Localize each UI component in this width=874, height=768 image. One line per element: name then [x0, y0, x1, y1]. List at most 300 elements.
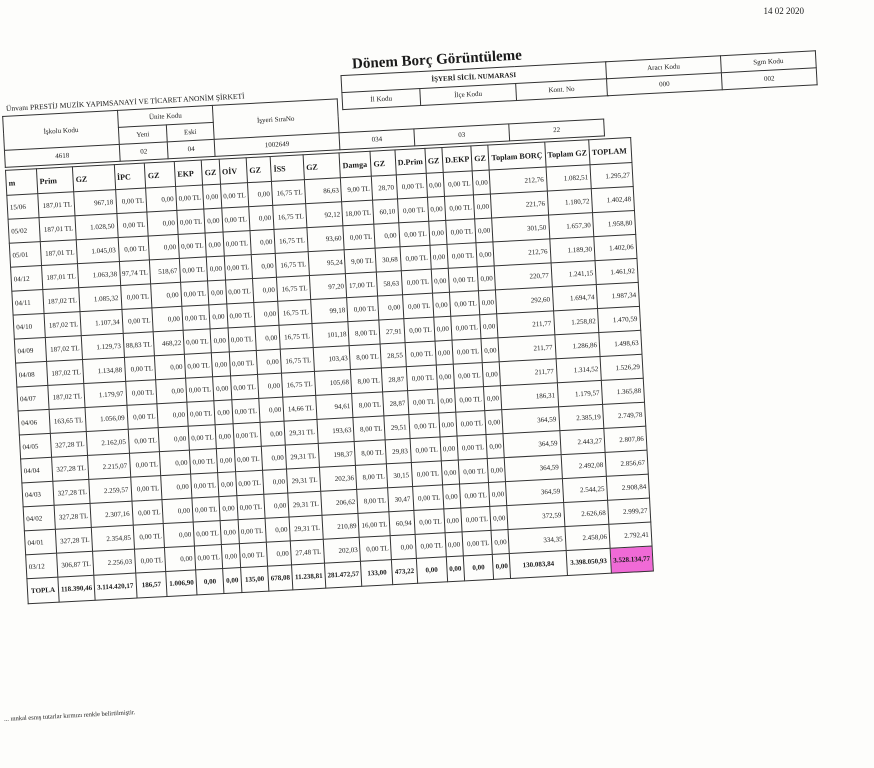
- total-cell: 473,22: [392, 558, 418, 584]
- period-cell: 04/05: [19, 433, 51, 459]
- table-cell: 202,03: [323, 537, 361, 563]
- table-cell: 0,00 TL: [187, 401, 216, 426]
- table-cell: 0,00: [159, 426, 190, 452]
- print-date: 14 02 2020: [763, 6, 804, 16]
- debt-table: [5, 137, 654, 604]
- total-cell: 0,00: [492, 553, 511, 579]
- total-cell: 11.238,81: [292, 563, 326, 590]
- table-cell: 0,00 TL: [458, 459, 488, 484]
- table-cell: 28,70: [372, 175, 397, 200]
- table-cell: 0,00: [209, 304, 227, 329]
- table-cell: 0,00: [204, 208, 222, 233]
- table-cell: 1.526,29: [600, 354, 643, 380]
- period-cell: 04/08: [16, 361, 48, 387]
- table-cell: 18,00 TL: [342, 200, 374, 226]
- table-cell: 193,63: [317, 417, 355, 443]
- table-cell: 0,00 TL: [116, 212, 148, 238]
- table-cell: 16,75 TL: [272, 180, 306, 206]
- table-cell: 0,00 TL: [128, 428, 160, 454]
- table-cell: 1.958,80: [593, 210, 636, 236]
- column-header: D.Prim: [395, 148, 426, 175]
- table-cell: 0,00: [476, 242, 494, 267]
- table-cell: 0,00 TL: [452, 339, 482, 364]
- totals-label: TOPLA: [27, 577, 59, 604]
- table-cell: 1.129,73: [81, 333, 124, 359]
- table-cell: 0,00: [489, 482, 507, 507]
- table-cell: 27,91: [379, 319, 404, 344]
- table-cell: 0,00 TL: [238, 518, 267, 543]
- table-cell: 211,77: [498, 335, 555, 362]
- table-cell: 0,00: [391, 534, 416, 559]
- table-cell: 58,63: [377, 271, 402, 296]
- table-cell: 16,75 TL: [281, 347, 315, 373]
- total-cell: 186,57: [135, 571, 167, 598]
- table-cell: 0,00 TL: [230, 374, 259, 399]
- table-cell: 212,76: [493, 239, 550, 266]
- table-cell: 0,00 TL: [223, 231, 252, 256]
- footer-note: ... ınnkal esnış tutarlar kırmızı renkle belirtilmiştir.: [3, 709, 136, 723]
- table-cell: 0,00: [218, 472, 236, 497]
- table-cell: 8,00 TL: [350, 344, 382, 370]
- page-title: Dönem Borç Görüntüleme: [351, 47, 523, 73]
- table-cell: 0,00: [439, 412, 457, 437]
- table-cell: 2.458,06: [564, 524, 610, 550]
- table-cell: 1.470,59: [598, 306, 641, 332]
- table-cell: 2.215,07: [88, 453, 131, 479]
- table-cell: 30,47: [388, 486, 413, 511]
- table-cell: 2.385,19: [558, 404, 604, 430]
- table-cell: 187,02 TL: [47, 360, 84, 386]
- table-body: [7, 163, 652, 579]
- table-cell: 0,00: [157, 402, 188, 428]
- table-cell: 0,00 TL: [184, 353, 213, 378]
- table-cell: 2.492,08: [561, 452, 607, 478]
- table-cell: 8,00 TL: [351, 368, 383, 394]
- table-cell: 0,00: [487, 458, 505, 483]
- table-cell: 16,75 TL: [278, 300, 312, 326]
- period-cell: 04/01: [24, 529, 56, 555]
- registry-unite-eski-label: Eski: [166, 122, 214, 141]
- table-cell: 1.402,48: [591, 187, 634, 213]
- table-cell: 0,00 TL: [124, 356, 156, 382]
- table-cell: 0,00 TL: [402, 293, 433, 319]
- table-cell: 1.657,30: [548, 213, 594, 239]
- table-cell: 0,00 TL: [407, 389, 438, 415]
- total-cell: 3.398.050,93: [566, 548, 612, 575]
- table-cell: 0,00: [427, 196, 445, 221]
- table-cell: 0,00: [207, 256, 225, 281]
- table-cell: 0,00: [203, 184, 221, 209]
- table-cell: 0,00: [155, 354, 186, 380]
- table-cell: 16,75 TL: [279, 324, 313, 350]
- table-cell: 0,00: [444, 508, 462, 533]
- table-cell: 14,66 TL: [283, 395, 317, 421]
- table-cell: 0,00 TL: [229, 350, 258, 375]
- table-cell: 29,31 TL: [287, 467, 321, 493]
- column-header: GZ: [425, 147, 444, 173]
- total-cell: 118.390,46: [58, 575, 95, 602]
- table-cell: 0,00: [482, 362, 500, 387]
- column-header: Prim: [36, 167, 73, 194]
- table-cell: 1.286,86: [554, 333, 600, 359]
- registry-ilce-value: 03: [414, 124, 510, 146]
- table-cell: 8,00 TL: [348, 320, 380, 346]
- table-cell: 0,00: [214, 400, 232, 425]
- total-cell: 0,00: [223, 568, 242, 594]
- table-cell: 967,18: [74, 190, 117, 216]
- table-cell: 327,28 TL: [55, 527, 92, 553]
- table-cell: 0,00: [251, 253, 276, 278]
- table-cell: 187,01 TL: [40, 240, 77, 266]
- table-cell: 0,00 TL: [228, 326, 257, 351]
- table-cell: 518,67: [150, 258, 181, 284]
- table-cell: 364,59: [502, 407, 559, 434]
- registry-iskolu-value: 4618: [4, 144, 120, 167]
- table-cell: 27,48 TL: [291, 539, 325, 565]
- table-cell: 211,77: [500, 359, 557, 386]
- table-cell: 0,00 TL: [130, 476, 162, 502]
- table-cell: 0,00: [426, 172, 444, 197]
- column-header: GZ: [202, 159, 221, 185]
- table-cell: 1.180,72: [547, 189, 593, 215]
- table-cell: 1.461,92: [595, 258, 638, 284]
- company-name: PRESTİJ MUZİK YAPIMSANAYİ VE TİCARET ANONİM ŞİRKETİ: [29, 91, 245, 112]
- table-cell: 221,76: [491, 191, 548, 218]
- table-cell: 0,00 TL: [451, 315, 481, 340]
- table-cell: 1.063,38: [78, 262, 121, 288]
- column-header: GZ: [471, 145, 490, 171]
- table-cell: 0,00: [152, 306, 183, 332]
- table-cell: 0,00 TL: [178, 233, 207, 258]
- table-cell: 60,94: [389, 510, 414, 535]
- period-cell: 04/03: [22, 481, 54, 507]
- debt-sheet: [0, 28, 874, 604]
- table-cell: 327,28 TL: [52, 455, 89, 481]
- table-cell: 0,00: [213, 376, 231, 401]
- table-cell: 0,00: [264, 493, 289, 518]
- table-cell: 0,00 TL: [415, 533, 446, 559]
- table-cell: 0,00: [265, 517, 290, 542]
- table-cell: 2.544,25: [562, 476, 608, 502]
- table-cell: 0,00: [486, 434, 504, 459]
- total-cell: 0,00: [196, 569, 225, 595]
- table-cell: 0,00: [430, 244, 448, 269]
- table-cell: 0,00: [250, 229, 275, 254]
- table-cell: 0,00: [266, 541, 291, 566]
- table-cell: 0,00 TL: [121, 308, 153, 334]
- table-cell: 1.056,09: [85, 405, 128, 431]
- table-cell: 0,00 TL: [234, 446, 263, 471]
- table-cell: 0,00 TL: [115, 188, 147, 214]
- table-cell: 0,00: [436, 364, 454, 389]
- table-cell: 1.365,88: [601, 378, 644, 404]
- table-cell: 220,77: [495, 263, 552, 290]
- table-cell: 0,00: [484, 386, 502, 411]
- table-cell: 1.241,15: [551, 261, 597, 287]
- table-cell: 0,00 TL: [192, 497, 221, 522]
- table-cell: 0,00 TL: [408, 413, 439, 439]
- table-cell: 28,87: [382, 367, 407, 392]
- table-cell: 0,00 TL: [231, 398, 260, 423]
- registry-unite-label: Ünite Kodu: [118, 105, 214, 127]
- table-cell: 0,00: [160, 450, 191, 476]
- period-cell: 05/01: [9, 242, 41, 268]
- table-cell: 0,00: [164, 522, 195, 548]
- table-cell: 8,00 TL: [355, 440, 387, 466]
- table-cell: 17,00 TL: [346, 272, 378, 298]
- table-cell: 0,00 TL: [224, 255, 253, 280]
- table-cell: 0,00 TL: [360, 536, 392, 562]
- table-cell: 0,00 TL: [182, 305, 211, 330]
- table-cell: 0,00 TL: [398, 221, 429, 247]
- total-cell: 1.006,90: [166, 570, 197, 597]
- table-cell: 327,28 TL: [50, 431, 87, 457]
- table-cell: 0,00: [472, 170, 490, 195]
- table-cell: 1.402,06: [594, 234, 637, 260]
- registry-unite-yeni-value: 02: [119, 142, 168, 161]
- table-cell: 29,51: [384, 415, 409, 440]
- table-cell: 2.999,27: [608, 498, 651, 524]
- table-cell: 1.134,88: [83, 357, 126, 383]
- table-cell: 0,00: [378, 295, 403, 320]
- table-cell: 163,65 TL: [49, 407, 86, 433]
- table-cell: 97,74 TL: [119, 260, 151, 286]
- table-cell: 0,00: [475, 218, 493, 243]
- total-cell: 3.114.420,17: [94, 573, 137, 600]
- table-cell: 0,00 TL: [125, 380, 157, 406]
- column-header: Toplam GZ: [544, 140, 590, 167]
- table-cell: 0,00: [146, 186, 177, 212]
- column-header: GZ: [73, 165, 116, 192]
- table-cell: 0,00 TL: [405, 341, 436, 367]
- table-cell: 0,00: [248, 181, 273, 206]
- table-cell: 0,00 TL: [189, 449, 218, 474]
- table-cell: 0,00 TL: [131, 500, 163, 526]
- table-cell: 0,00: [481, 338, 499, 363]
- table-cell: 0,00: [222, 544, 240, 569]
- table-cell: 1.045,03: [76, 238, 119, 264]
- table-cell: 103,43: [313, 346, 351, 372]
- company-label: Ünvanı: [5, 102, 29, 113]
- table-cell: 0,00 TL: [176, 185, 205, 210]
- grand-total-cell: 3.528.134,77: [610, 546, 653, 573]
- table-cell: 0,00: [259, 397, 284, 422]
- table-cell: 86,63: [304, 178, 342, 204]
- table-cell: 1.694,74: [552, 285, 598, 311]
- period-cell: 04/06: [18, 409, 50, 435]
- table-cell: 16,00 TL: [358, 512, 390, 538]
- table-cell: 0,00 TL: [183, 329, 212, 354]
- table-cell: 364,59: [505, 455, 562, 482]
- table-cell: 0,00: [263, 469, 288, 494]
- table-cell: 0,00: [215, 424, 233, 449]
- table-cell: 0,00 TL: [225, 279, 254, 304]
- total-cell: 0,00: [446, 556, 465, 582]
- table-cell: 29,31 TL: [288, 491, 322, 517]
- table-cell: 0,00 TL: [457, 435, 487, 460]
- table-cell: 2.354,85: [91, 525, 134, 551]
- table-cell: 1.295,27: [590, 163, 633, 189]
- table-cell: 30,68: [375, 247, 400, 272]
- table-cell: 0,00 TL: [461, 506, 491, 531]
- table-cell: 0,00: [432, 292, 450, 317]
- registry-unite-yeni-label: Yeni: [118, 125, 167, 144]
- table-cell: 99,18: [311, 298, 349, 324]
- column-header: Damga: [339, 151, 371, 178]
- table-cell: 9,00 TL: [345, 248, 377, 274]
- table-cell: 0,00 TL: [403, 317, 434, 343]
- table-cell: 8,00 TL: [357, 488, 389, 514]
- table-cell: 28,55: [380, 343, 405, 368]
- column-header: m: [5, 169, 37, 196]
- table-cell: 2.749,78: [603, 402, 646, 428]
- table-cell: 0,00: [151, 282, 182, 308]
- table-cell: 0,00: [435, 340, 453, 365]
- table-cell: 0,00 TL: [412, 485, 443, 511]
- table-cell: 0,00: [491, 530, 509, 555]
- table-cell: 0,00: [256, 349, 281, 374]
- registry-kont-label: Kont. No: [516, 79, 608, 101]
- table-cell: 0,00: [261, 445, 286, 470]
- column-header: İPC: [114, 163, 146, 190]
- table-cell: 0,00: [431, 268, 449, 293]
- table-cell: 0,00: [441, 460, 459, 485]
- column-header: GZ: [370, 150, 396, 176]
- table-cell: 187,02 TL: [48, 384, 85, 410]
- table-cell: 2.259,57: [89, 477, 132, 503]
- period-cell: 04/07: [17, 385, 49, 411]
- table-cell: 0,00: [480, 314, 498, 339]
- column-header: OİV: [219, 158, 248, 184]
- registry-sirano-value: 1002649: [214, 133, 340, 157]
- table-cell: 2.807,86: [604, 426, 647, 452]
- period-cell: 03/12: [26, 553, 58, 579]
- table-cell: 187,02 TL: [44, 312, 81, 338]
- registry-arac-value: 000: [607, 73, 723, 96]
- table-cell: 0,00 TL: [454, 387, 484, 412]
- table-cell: 0,00: [208, 280, 226, 305]
- table-cell: 0,00 TL: [413, 509, 444, 535]
- table-cell: 1.107,34: [80, 309, 123, 335]
- table-cell: 0,00: [442, 484, 460, 509]
- table-cell: 0,00: [479, 290, 497, 315]
- table-cell: 187,02 TL: [45, 336, 82, 362]
- table-cell: 0,00: [374, 223, 399, 248]
- table-cell: 9,00 TL: [341, 176, 373, 202]
- table-cell: 0,00 TL: [449, 291, 479, 316]
- table-cell: 2.626,68: [563, 500, 609, 526]
- table-cell: 1.085,32: [79, 285, 122, 311]
- table-cell: 0,00 TL: [134, 548, 166, 574]
- table-cell: 2.908,84: [606, 474, 649, 500]
- table-cell: 327,28 TL: [53, 479, 90, 505]
- table-cell: 0,00 TL: [186, 377, 215, 402]
- table-cell: 0,00: [165, 546, 196, 572]
- table-cell: 0,00 TL: [120, 284, 152, 310]
- table-cell: 8,00 TL: [353, 416, 385, 442]
- table-cell: 0,00 TL: [235, 470, 264, 495]
- table-cell: 0,00: [437, 388, 455, 413]
- table-cell: 210,89: [322, 513, 360, 539]
- table-cell: 16,75 TL: [274, 228, 308, 254]
- table-cell: 364,59: [506, 479, 563, 506]
- total-cell: 281.472,57: [324, 561, 362, 588]
- table-cell: 0,00: [205, 232, 223, 257]
- table-cell: 29,31 TL: [284, 419, 318, 445]
- table-cell: 186,31: [501, 383, 558, 410]
- column-header: Toplam BORÇ: [488, 142, 545, 170]
- table-cell: 206,62: [321, 489, 359, 515]
- table-cell: 327,28 TL: [54, 503, 91, 529]
- table-cell: 0,00: [219, 496, 237, 521]
- table-cell: 0,00 TL: [448, 267, 478, 292]
- table-cell: 0,00 TL: [177, 209, 206, 234]
- registry-arac-label: Aracı Kodu: [606, 56, 722, 79]
- table-cell: 95,24: [308, 250, 346, 276]
- table-cell: 187,01 TL: [42, 264, 79, 290]
- total-cell: 130.083,84: [510, 551, 567, 579]
- period-cell: 04/02: [23, 505, 55, 531]
- table-cell: 0,00 TL: [460, 482, 490, 507]
- registry-sgm-value: 002: [721, 68, 817, 90]
- total-cell: 0,00: [463, 554, 494, 580]
- table-cell: 0,00 TL: [443, 171, 473, 196]
- table-cell: 0,00 TL: [411, 461, 442, 487]
- table-cell: 0,00 TL: [239, 542, 268, 567]
- table-cell: 0,00: [147, 210, 178, 236]
- table-cell: 97,20: [309, 274, 347, 300]
- table-cell: 0,00: [440, 436, 458, 461]
- table-cell: 0,00 TL: [188, 425, 217, 450]
- table-cell: 1.498,63: [599, 330, 642, 356]
- table-cell: 2.856,67: [605, 450, 648, 476]
- registry-il-value: 034: [339, 129, 415, 150]
- table-cell: 211,77: [497, 311, 554, 338]
- column-header: TOPLAM: [589, 138, 632, 165]
- table-cell: 0,00 TL: [179, 257, 208, 282]
- table-cell: 16,75 TL: [273, 204, 307, 230]
- table-cell: 16,75 TL: [282, 371, 316, 397]
- table-cell: 92,12: [306, 202, 344, 228]
- table-cell: 8,00 TL: [356, 464, 388, 490]
- table-cell: 0,00 TL: [347, 296, 379, 322]
- table-cell: 101,18: [312, 322, 350, 348]
- period-cell: 04/11: [12, 290, 44, 316]
- table-cell: 0,00 TL: [343, 224, 375, 250]
- table-cell: 0,00 TL: [221, 207, 250, 232]
- table-cell: 334,35: [508, 527, 565, 554]
- table-cell: 0,00 TL: [397, 197, 428, 223]
- table-cell: 0,00: [260, 421, 285, 446]
- table-cell: 0,00: [149, 234, 180, 260]
- table-cell: 1.179,97: [84, 381, 127, 407]
- table-cell: 187,02 TL: [43, 288, 80, 314]
- table-cell: 301,50: [492, 215, 549, 242]
- column-header: D.EKP: [442, 146, 473, 172]
- registry-iskolu-label: İşkolu Kodu: [3, 110, 120, 150]
- table-cell: 0,00: [161, 474, 192, 500]
- table-cell: 0,00: [220, 520, 238, 545]
- registry-il-label: İl Kodu: [342, 89, 421, 110]
- table-cell: 372,59: [507, 503, 564, 530]
- table-cell: 0,00: [445, 532, 463, 557]
- registry-sirano-label: İşyeri SıraNo: [212, 99, 339, 139]
- table-cell: 0,00: [485, 410, 503, 435]
- table-cell: 198,37: [318, 441, 356, 467]
- table-cell: 0,00 TL: [133, 524, 165, 550]
- table-cell: 29,83: [385, 439, 410, 464]
- table-cell: 0,00 TL: [193, 521, 222, 546]
